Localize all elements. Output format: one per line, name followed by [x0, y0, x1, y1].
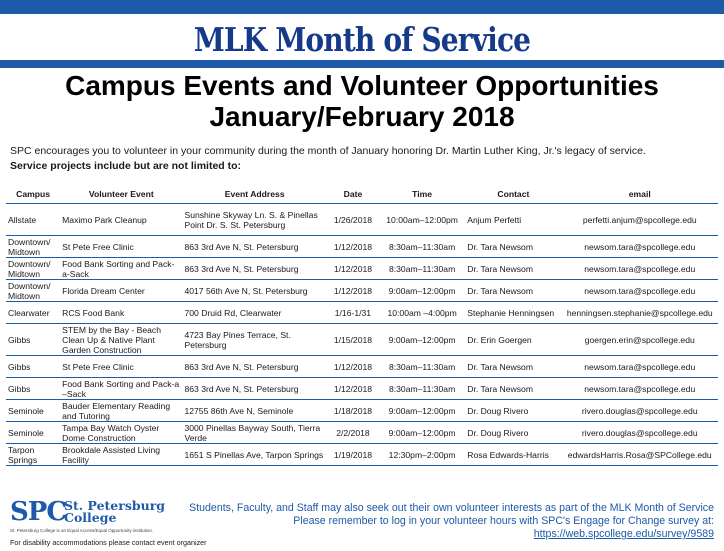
footer-line2: Please remember to log in your volunteer hours with SPC's Engage for Change survey at:: [293, 515, 714, 527]
cell-time: 8:30am–11:30am: [379, 236, 465, 258]
banner-title: MLK Month of Service: [193, 20, 531, 59]
cell-time: 12:30pm–2:00pm: [379, 444, 465, 466]
headline-line1: Campus Events and Volunteer Opportunities: [65, 70, 659, 101]
cell-address: 863 3rd Ave N, St. Petersburg: [182, 356, 326, 378]
footer-line1: Students, Faculty, and Staff may also seek out their own volunteer interests as part of the MLK Month of Service: [189, 502, 714, 514]
cell-email[interactable]: newsom.tara@spcollege.edu: [562, 258, 719, 280]
cell-campus: Downtown/ Midtown: [6, 258, 60, 280]
cell-campus: Gibbs: [6, 324, 60, 356]
cell-contact: Dr. Tara Newsom: [465, 236, 561, 258]
cell-address: Sunshine Skyway Ln. S. & Pinellas Point Dr. S. St. Petersburg: [182, 204, 326, 236]
header-date: Date: [327, 185, 379, 204]
cell-contact: Anjum Perfetti: [465, 204, 561, 236]
logo-name-line1: St. Petersburg: [64, 498, 166, 513]
cell-time: 9:00am–12:00pm: [379, 324, 465, 356]
table-row: [6, 280, 718, 302]
table-header-row: [6, 185, 718, 204]
spc-logo: [10, 498, 170, 532]
cell-event: RCS Food Bank: [60, 302, 182, 324]
table-row: [6, 356, 718, 378]
banner: [0, 18, 724, 62]
header-campus: Campus: [6, 185, 60, 204]
cell-email[interactable]: perfetti.anjum@spcollege.edu: [562, 204, 719, 236]
intro-text: SPC encourages you to volunteer in your community during the month of January honoring Dr. Martin Luther King, Jr.'s legacy of service.: [10, 145, 646, 157]
disability-note: For disability accommodations please contact event organizer: [10, 538, 207, 547]
cell-address: 863 3rd Ave N, St. Petersburg: [182, 236, 326, 258]
header-event: Volunteer Event: [60, 185, 182, 204]
cell-campus: Gibbs: [6, 378, 60, 400]
cell-contact: Dr. Tara Newsom: [465, 356, 561, 378]
table-row: [6, 302, 718, 324]
cell-campus: Seminole: [6, 400, 60, 422]
cell-date: 1/12/2018: [327, 378, 379, 400]
cell-event: Brookdale Assisted Living Facility: [60, 444, 182, 466]
cell-time: 10:00am –4:00pm: [379, 302, 465, 324]
header-address: Event Address: [182, 185, 326, 204]
banner-bottom-bar: [0, 60, 724, 68]
cell-address: 863 3rd Ave N, St. Petersburg: [182, 378, 326, 400]
cell-campus: Seminole: [6, 422, 60, 444]
cell-event: St Pete Free Clinic: [60, 356, 182, 378]
cell-email[interactable]: henningsen.stephanie@spcollege.edu: [562, 302, 719, 324]
cell-contact: Dr. Tara Newsom: [465, 258, 561, 280]
cell-date: 1/12/2018: [327, 236, 379, 258]
cell-contact: Stephanie Henningsen: [465, 302, 561, 324]
cell-campus: Downtown/ Midtown: [6, 236, 60, 258]
cell-contact: Dr. Erin Goergen: [465, 324, 561, 356]
headline-line2: January/February 2018: [209, 101, 515, 132]
table-row: [6, 236, 718, 258]
cell-email[interactable]: newsom.tara@spcollege.edu: [562, 280, 719, 302]
header-contact: Contact: [465, 185, 561, 204]
cell-campus: Downtown/ Midtown: [6, 280, 60, 302]
cell-date: 1/12/2018: [327, 280, 379, 302]
cell-event: Bauder Elementary Reading and Tutoring: [60, 400, 182, 422]
cell-email[interactable]: edwardsHarris.Rosa@SPCollege.edu: [562, 444, 719, 466]
events-table-body: [6, 204, 718, 466]
cell-event: STEM by the Bay - Beach Clean Up & Native Plant Garden Construction: [60, 324, 182, 356]
intro-bold-text: Service projects include but are not limited to:: [10, 160, 242, 172]
cell-email[interactable]: newsom.tara@spcollege.edu: [562, 236, 719, 258]
cell-date: 1/19/2018: [327, 444, 379, 466]
logo-tagline: St. Petersburg College is an Equal Access/Equal Opportunity institution.: [10, 528, 154, 533]
table-row: [6, 258, 718, 280]
cell-contact: Dr. Doug Rivero: [465, 422, 561, 444]
table-row: [6, 378, 718, 400]
cell-address: 4723 Bay Pines Terrace, St. Petersburg: [182, 324, 326, 356]
cell-event: Tampa Bay Watch Oyster Dome Construction: [60, 422, 182, 444]
table-row: [6, 324, 718, 356]
cell-date: 1/15/2018: [327, 324, 379, 356]
cell-date: 1/12/2018: [327, 258, 379, 280]
events-table: [6, 185, 718, 466]
logo-mark: SPC: [10, 497, 67, 527]
cell-contact: Rosa Edwards-Harris: [465, 444, 561, 466]
cell-campus: Clearwater: [6, 302, 60, 324]
cell-time: 9:00am–12:00pm: [379, 422, 465, 444]
cell-date: 1/12/2018: [327, 356, 379, 378]
cell-event: Food Bank Sorting and Pack-a-Sack: [60, 258, 182, 280]
cell-time: 9:00am–12:00pm: [379, 400, 465, 422]
cell-event: Food Bank Sorting and Pack-a –Sack: [60, 378, 182, 400]
cell-event: St Pete Free Clinic: [60, 236, 182, 258]
cell-date: 1/26/2018: [327, 204, 379, 236]
cell-event: Maximo Park Cleanup: [60, 204, 182, 236]
cell-campus: Allstate: [6, 204, 60, 236]
top-divider: [0, 14, 724, 16]
cell-email[interactable]: rivero.douglas@spcollege.edu: [562, 422, 719, 444]
cell-date: 2/2/2018: [327, 422, 379, 444]
cell-time: 9:00am–12:00pm: [379, 280, 465, 302]
cell-address: 3000 Pinellas Bayway South, Tierra Verde: [182, 422, 326, 444]
cell-date: 1/18/2018: [327, 400, 379, 422]
cell-email[interactable]: goergen.erin@spcollege.edu: [562, 324, 719, 356]
logo-college-name: [64, 500, 165, 524]
cell-campus: Tarpon Springs: [6, 444, 60, 466]
table-row: [6, 204, 718, 236]
cell-contact: Dr. Tara Newsom: [465, 378, 561, 400]
cell-email[interactable]: newsom.tara@spcollege.edu: [562, 378, 719, 400]
cell-address: 12755 86th Ave N, Seminole: [182, 400, 326, 422]
cell-time: 10:00am–12:00pm: [379, 204, 465, 236]
cell-time: 8:30am–11:30am: [379, 258, 465, 280]
logo-name-line2: College: [64, 510, 117, 525]
cell-campus: Gibbs: [6, 356, 60, 378]
cell-time: 8:30am–11:30am: [379, 356, 465, 378]
cell-event: Florida Dream Center: [60, 280, 182, 302]
cell-date: 1/16-1/31: [327, 302, 379, 324]
table-row: [6, 444, 718, 466]
header-time: Time: [379, 185, 465, 204]
cell-time: 8:30am–11:30am: [379, 378, 465, 400]
table-row: [6, 400, 718, 422]
survey-link[interactable]: https://web.spcollege.edu/survey/9589: [533, 528, 714, 540]
table-row: [6, 422, 718, 444]
cell-address: 4017 56th Ave N, St. Petersburg: [182, 280, 326, 302]
header-email: email: [562, 185, 719, 204]
cell-email[interactable]: newsom.tara@spcollege.edu: [562, 356, 719, 378]
cell-contact: Dr. Doug Rivero: [465, 400, 561, 422]
cell-address: 863 3rd Ave N, St. Petersburg: [182, 258, 326, 280]
cell-contact: Dr. Tara Newsom: [465, 280, 561, 302]
cell-address: 700 Druid Rd, Clearwater: [182, 302, 326, 324]
cell-email[interactable]: rivero.douglas@spcollege.edu: [562, 400, 719, 422]
top-blue-bar: [0, 0, 724, 14]
cell-address: 1651 S Pinellas Ave, Tarpon Springs: [182, 444, 326, 466]
